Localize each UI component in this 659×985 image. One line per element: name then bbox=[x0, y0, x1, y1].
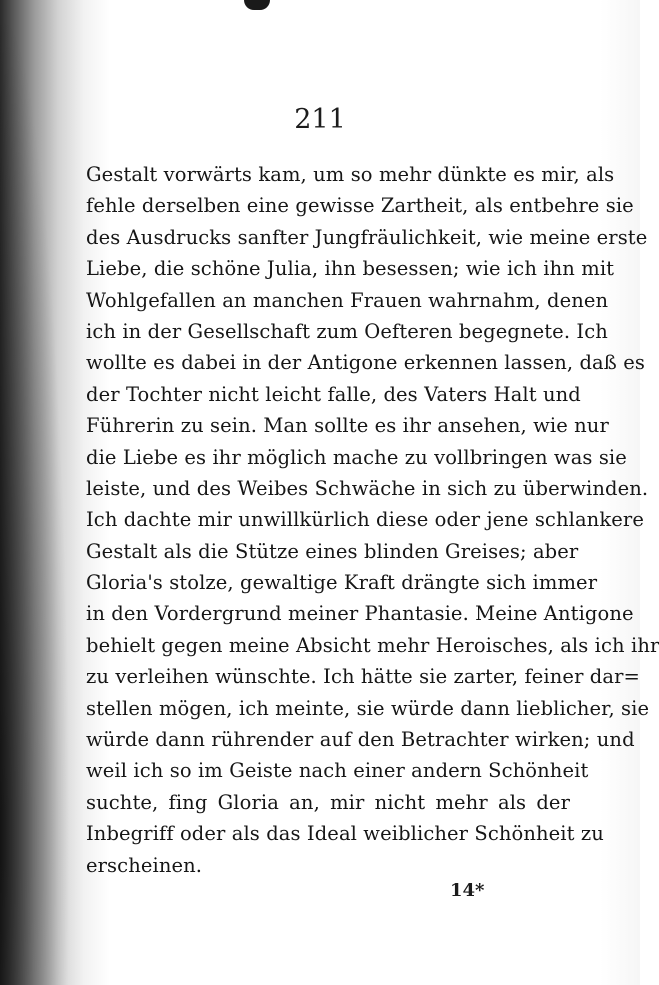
text-line: suchte, fing Gloria an, mir nicht mehr als der bbox=[86, 790, 570, 814]
text-line: der Tochter nicht leicht falle, des Vaters Halt und bbox=[86, 382, 581, 406]
text-line: fehle derselben eine gewisse Zartheit, als entbehre sie bbox=[86, 194, 634, 218]
text-line: leiste, und des Weibes Schwäche in sich zu überwinden. bbox=[86, 476, 649, 500]
text-line: Führerin zu sein. Man sollte es ihr ansehen, wie nur bbox=[86, 414, 609, 438]
body-text bbox=[86, 159, 659, 881]
text-line: Ich dachte mir unwillkürlich diese oder jene schlankere bbox=[86, 508, 644, 532]
text-line: Gloria's stolze, gewaltige Kraft drängte sich immer bbox=[86, 571, 598, 595]
text-line: stellen mögen, ich meinte, sie würde dann lieblicher, sie bbox=[86, 696, 650, 720]
text-line: behielt gegen meine Absicht mehr Heroisches, als ich ihr bbox=[86, 633, 659, 657]
text-line: weil ich so im Geiste nach einer andern Schönheit bbox=[86, 759, 589, 783]
text-line: erscheinen. bbox=[86, 853, 203, 877]
ink-blot bbox=[244, 0, 270, 10]
text-line: Gestalt vorwärts kam, um so mehr dünkte es mir, als bbox=[86, 163, 615, 186]
page-number: 211 bbox=[294, 104, 346, 135]
signature-mark: 14* bbox=[450, 880, 485, 901]
text-line: Inbegriff oder als das Ideal weiblicher Schönheit zu bbox=[86, 822, 604, 846]
text-line: ich in der Gesellschaft zum Oefteren begegnete. Ich bbox=[86, 319, 608, 343]
text-line: würde dann rührender auf den Betrachter wirken; und bbox=[86, 728, 635, 752]
text-line: die Liebe es ihr möglich mache zu vollbringen was sie bbox=[86, 445, 627, 469]
text-line: des Ausdrucks sanfter Jungfräulichkeit, wie meine erste bbox=[86, 225, 648, 249]
text-line: Wohlgefallen an manchen Frauen wahrnahm, denen bbox=[86, 288, 609, 312]
text-line: Liebe, die schöne Julia, ihn besessen; wie ich ihn mit bbox=[86, 257, 615, 281]
gutter-shadow bbox=[0, 0, 70, 985]
text-line: Gestalt als die Stütze eines blinden Greises; aber bbox=[86, 539, 579, 563]
text-line: in den Vordergrund meiner Phantasie. Meine Antigone bbox=[86, 602, 634, 626]
text-line: wollte es dabei in der Antigone erkennen lassen, daß es bbox=[86, 351, 645, 375]
text-line: zu verleihen wünschte. Ich hätte sie zarter, feiner dar= bbox=[86, 665, 640, 689]
